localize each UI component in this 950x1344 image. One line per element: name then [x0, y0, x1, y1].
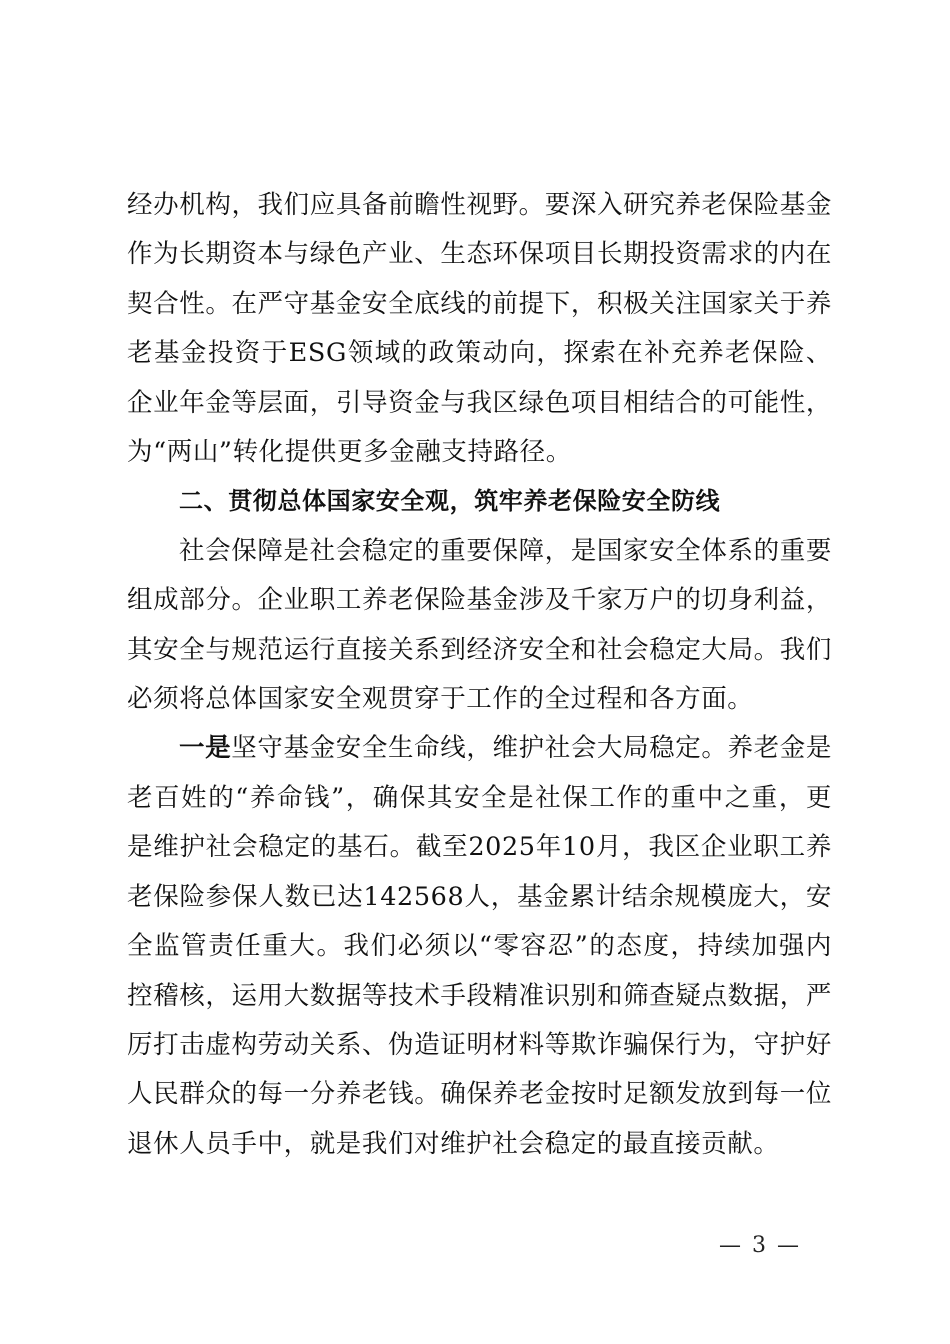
paragraph-continued: 经办机构，我们应具备前瞻性视野。要深入研究养老保险基金作为长期资本与绿色产业、生态环保项目长期投资需求的内在契合性。在严守基金安全底线的前提下，积极关注国家关于养老基金投资于ESG领域的政策动向，探索在补充养老保险、企业年金等层面，引导资金与我区绿色项目相结合的可能性，为“两山”转化提供更多金融支持路径。 — [127, 190, 832, 468]
paragraph-fund-safety — [127, 724, 832, 1169]
paragraph-lead-label: 一是 — [179, 733, 232, 764]
paragraph-social-security: 社会保障是社会稳定的重要保障，是国家安全体系的重要组成部分。企业职工养老保险基金涉及千家万户的切身利益，其安全与规范运行直接关系到经济安全和社会稳定大局。我们必须将总体国家安全观贯穿于工作的全过程和各方面。 — [127, 535, 832, 715]
page-number: — 3 — — [719, 1233, 801, 1258]
section-heading: 二、贯彻总体国家安全观，筑牢养老保险安全防线 — [179, 487, 721, 516]
document-body — [127, 181, 832, 1169]
paragraph-fund-safety-text: 坚守基金安全生命线，维护社会大局稳定。养老金是老百姓的“养命钱”，确保其安全是社保工作的重中之重，更是维护社会稳定的基石。截至2025年10月，我区企业职工养老保险参保人数已达142568人，基金累计结余规模庞大，安全监管责任重大。我们必须以“零容忍”的态度，持续加强内控稽核，运用大数据等技术手段精准识别和筛查疑点数据，严厉打击虚构劳动关系、伪造证明材料等欺诈骗保行为，守护好人民群众的每一分养老钱。确保养老金按时足额发放到每一位退休人员手中，就是我们对维护社会稳定的最直接贡献。 — [127, 733, 832, 1159]
